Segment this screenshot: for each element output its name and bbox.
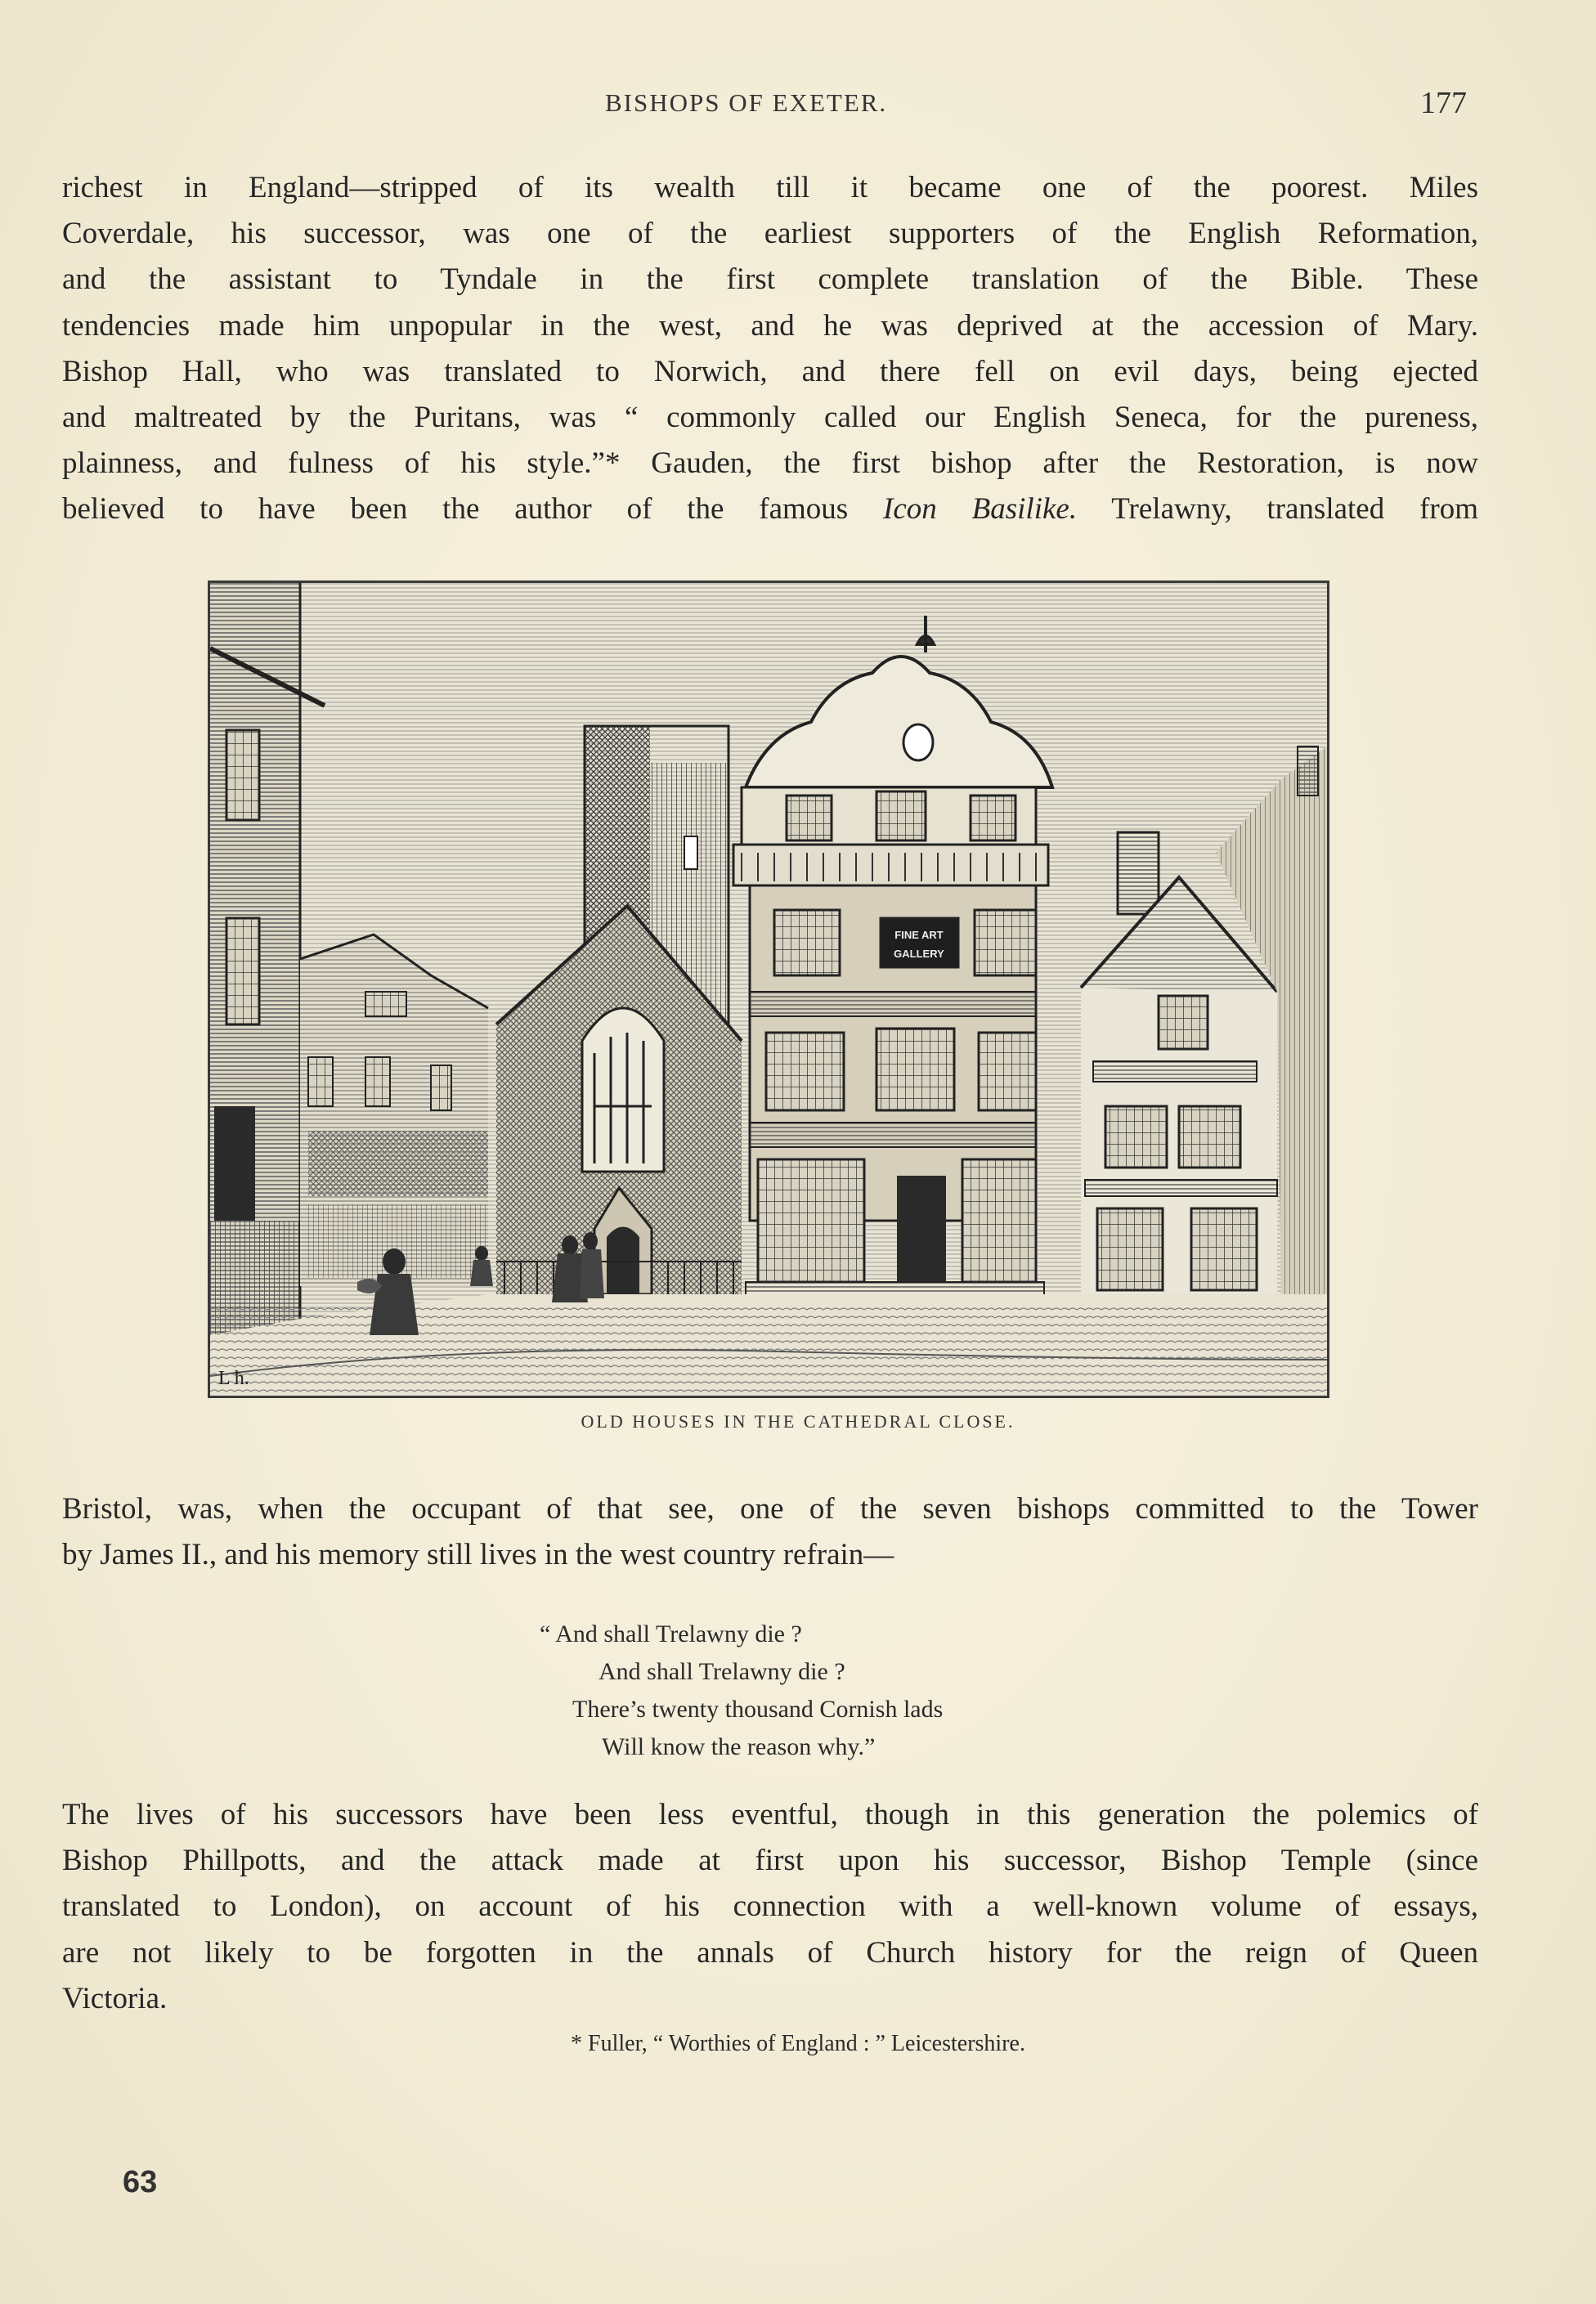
text-segment: believed to have been the author of the famous [62,492,884,527]
text-line [62,486,1478,532]
text-segment: Trelawny, translated from [1077,492,1478,527]
running-head [0,88,1596,124]
gallery-sign-line-2: GALLERY [894,948,944,960]
verse-line: And shall Trelawny die ? [598,1658,845,1685]
text-line: plainness, and fulness of his style.”* Gauden, the first bishop after the Restoration, is now [62,446,1478,481]
gallery-sign-line-1: FINE ART [894,929,944,941]
text-line: by James II., and his memory still lives in the west country refrain— [62,1538,894,1572]
text-line: and maltreated by the Puritans, was “ commonly called our English Seneca, for the pureness, [62,401,1478,435]
footnote: * Fuller, “ Worthies of England : ” Leicestershire. [571,2031,1025,2056]
verse-line: There’s twenty thousand Cornish lads [572,1696,944,1723]
text-line: The lives of his successors have been less eventful, though in this generation the polemics of [62,1798,1478,1831]
text-line: translated to London), on account of his connection with a well-known volume of essays, [62,1889,1478,1924]
text-line: Bishop Hall, who was translated to Norwich, and there fell on evil days, being ejected [62,354,1478,388]
verse-line: Will know the reason why.” [602,1733,876,1760]
book-title-italic: Icon Basilike. [883,492,1078,527]
figure-caption: OLD HOUSES IN THE CATHEDRAL CLOSE. [581,1411,1015,1432]
signature-mark: 63 [123,2165,158,2199]
text-line: Bishop Phillpotts, and the attack made at first upon his successor, Bishop Temple (since [62,1844,1478,1878]
paragraph-1 [62,165,1478,533]
text-line: Coverdale, his successor, was one of the earliest supporters of the English Reformation, [62,217,1478,251]
verse-line: “ And shall Trelawny die ? [540,1620,802,1647]
text-line: Bristol, was, when the occupant of that see, one of the seven bishops committed to the Tower [62,1492,1478,1526]
text-line: richest in England—stripped of its wealth till it became one of the poorest. Miles [62,171,1478,204]
text-line: and the assistant to Tyndale in the first complete translation of the Bible. These [62,262,1478,297]
engraving-illustration [208,580,1329,1398]
verse-quote [540,1616,943,1766]
page-number: 177 [1420,86,1467,120]
artist-monogram: L ħ. [218,1368,249,1389]
text-line: are not likely to be forgotten in the annals of Church history for the reign of Queen [62,1935,1478,1970]
running-title: BISHOPS OF EXETER. [605,88,888,117]
text-line: Victoria. [62,1981,168,2015]
paragraph-2 [62,1486,1478,1578]
paragraph-3 [62,1792,1478,2022]
text-line: tendencies made him unpopular in the west, and he was deprived at the accession of Mary. [62,308,1478,343]
